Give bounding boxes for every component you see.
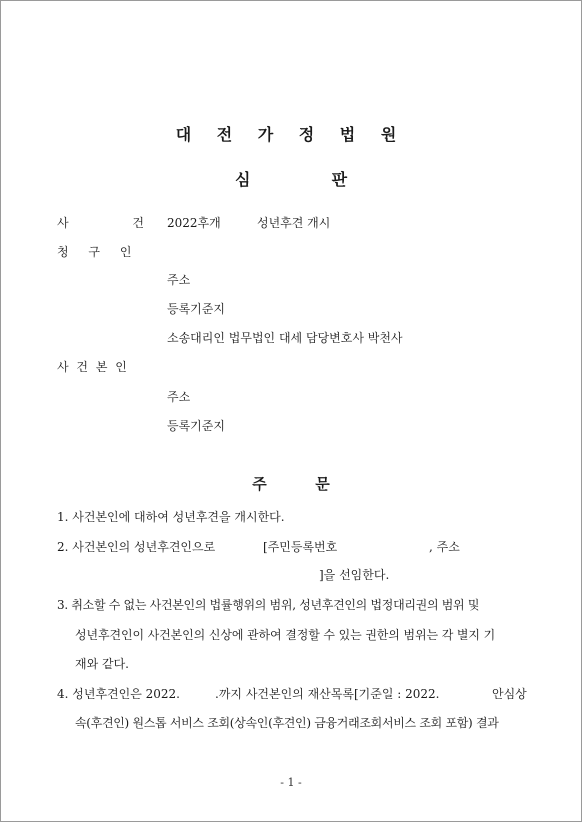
order-item-3-line-1: 3. 취소할 수 없는 사건본인의 법률행위의 범위, 성년후견인의 법정대리권의 범위 및 — [57, 598, 480, 612]
petitioner-attorney: 소송대리인 법무법인 대세 담당변호사 박천사 — [167, 331, 403, 345]
case-label: 사 건 — [57, 216, 174, 230]
order-heading — [1, 473, 581, 494]
petitioner-address: 주소 — [167, 273, 191, 287]
order-item-2-a: 2. 사건본인의 성년후견인으로 — [57, 540, 216, 554]
order-item-4-line-2: 속(후견인) 원스톱 서비스 조회(상속인(후견인) 금융거래조회서비스 조회 포함) 결과 — [75, 716, 499, 730]
order-item-2-c: , 주소 — [429, 540, 460, 554]
order-item-4-c: 안심상 — [492, 687, 527, 701]
petitioner-label: 청 구 인 — [57, 245, 140, 259]
order-item-1: 1. 사건본인에 대하여 성년후견을 개시한다. — [57, 510, 285, 524]
order-item-4-a: 4. 성년후견인은 2022. — [57, 687, 180, 701]
order-heading-right: 문 — [315, 475, 330, 493]
case-name: 성년후견 개시 — [257, 216, 331, 230]
court-name: 대 전 가 정 법 원 — [175, 125, 407, 144]
case-number: 2022후개 — [167, 216, 221, 230]
order-item-3-line-3: 재와 같다. — [75, 657, 129, 671]
document-type-left: 심 — [234, 170, 251, 189]
order-item-2-d: ]을 선임한다. — [319, 568, 390, 582]
page-number: - 1 - — [280, 776, 302, 789]
order-heading-left: 주 — [252, 475, 267, 493]
principal-registry: 등록기준지 — [167, 419, 225, 433]
principal-label: 사 건 본 인 — [57, 360, 129, 374]
document-type — [1, 167, 581, 190]
principal-address: 주소 — [167, 390, 191, 404]
order-item-3-line-2: 성년후견인이 사건본인의 신상에 관하여 결정할 수 있는 권한의 범위는 각 별지 기 — [75, 628, 496, 642]
petitioner-registry: 등록기준지 — [167, 302, 225, 316]
order-item-4-b: .까지 사건본인의 재산목록[기준일 : 2022. — [215, 687, 440, 701]
order-item-2-b: [주민등록번호 — [263, 540, 338, 554]
document-type-right: 판 — [331, 170, 348, 189]
